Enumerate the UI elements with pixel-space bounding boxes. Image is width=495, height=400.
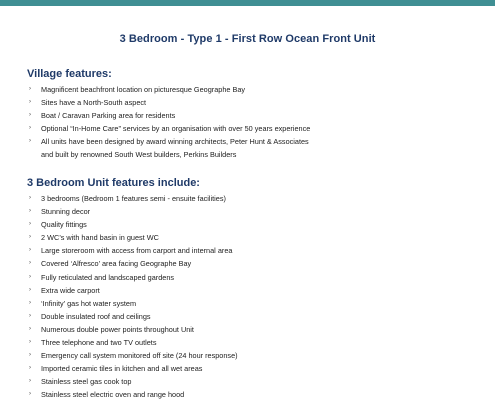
list-item	[27, 96, 477, 109]
list-item	[27, 257, 477, 270]
list-item	[27, 297, 477, 310]
list-item	[27, 323, 477, 336]
list-item	[27, 231, 477, 244]
bullet-icon: ›	[29, 208, 31, 215]
unit-features-heading: 3 Bedroom Unit features include:	[27, 177, 200, 189]
list-item-continuation	[27, 148, 477, 161]
village-features-list	[27, 83, 477, 162]
list-item	[27, 388, 477, 400]
list-item-text: ‘Infinity’ gas hot water system	[41, 298, 137, 308]
bullet-icon: ›	[29, 125, 31, 132]
bullet-icon: ›	[29, 138, 31, 145]
list-item	[27, 83, 477, 96]
list-item-text: Sites have a North-South aspect	[41, 98, 147, 108]
bullet-icon: ›	[29, 99, 31, 106]
list-item-text: Double insulated roof and ceilings	[41, 311, 151, 321]
bullet-icon: ›	[29, 312, 31, 319]
list-item	[27, 109, 477, 122]
list-item	[27, 205, 477, 218]
list-item	[27, 310, 477, 323]
list-item-text: Optional “In-Home Care” services by an organisation with over 50 years experience	[41, 124, 311, 134]
list-item-text: Stainless steel gas cook top	[41, 377, 132, 387]
list-item-text: Emergency call system monitored off site (24 hour response)	[41, 351, 238, 361]
bullet-icon: ›	[29, 273, 31, 280]
list-item	[27, 284, 477, 297]
list-item	[27, 271, 477, 284]
list-item	[27, 349, 477, 362]
bullet-icon: ›	[29, 247, 31, 254]
list-item-text: Numerous double power points throughout Unit	[41, 324, 194, 334]
list-item-text: Fully reticulated and landscaped gardens	[41, 272, 175, 282]
list-item-text: Large storeroom with access from carport and internal area	[41, 246, 233, 256]
list-item	[27, 336, 477, 349]
bullet-icon: ›	[29, 391, 31, 398]
bullet-icon: ›	[29, 325, 31, 332]
bullet-icon: ›	[29, 195, 31, 201]
list-item-text: Extra wide carport	[41, 285, 100, 295]
bullet-icon: ›	[29, 352, 31, 359]
village-features-section	[27, 67, 477, 162]
list-item	[27, 192, 477, 205]
list-item	[27, 122, 477, 135]
unit-features-section	[27, 176, 477, 400]
list-item	[27, 135, 477, 148]
bullet-icon: ›	[29, 299, 31, 306]
list-item-text: Three telephone and two TV outlets	[41, 338, 157, 348]
list-item-text: Covered ‘Alfresco’ area facing Geographe Bay	[41, 259, 192, 269]
bullet-icon: ›	[29, 112, 31, 119]
bullet-icon: ›	[29, 260, 31, 267]
list-item-text: 3 bedrooms (Bedroom 1 features semi - ensuite facilities)	[41, 194, 226, 203]
list-item	[27, 362, 477, 375]
bullet-icon: ›	[29, 378, 31, 385]
list-item	[27, 375, 477, 388]
list-item	[27, 244, 477, 257]
list-item-text: 2 WC’s with hand basin in guest WC	[41, 233, 159, 243]
bullet-icon: ›	[29, 286, 31, 293]
list-item-text: All units have been designed by award winning architects, Peter Hunt & Associates	[41, 137, 309, 147]
top-accent-bar	[0, 0, 495, 6]
list-item-text: Stunning decor	[41, 207, 91, 217]
bullet-icon: ›	[29, 234, 31, 241]
list-item-text: Quality fittings	[41, 220, 87, 230]
document-title: 3 Bedroom - Type 1 - First Row Ocean Front Unit	[119, 33, 376, 45]
unit-features-list	[27, 192, 477, 400]
list-item-text: Stainless steel electric oven and range hood	[41, 390, 185, 400]
bullet-icon: ›	[29, 339, 31, 346]
list-item	[27, 218, 477, 231]
list-item-text: and built by renowned South West builders, Perkins Builders	[41, 150, 237, 160]
list-item-text: Imported ceramic tiles in kitchen and all wet areas	[41, 364, 203, 374]
list-item-text: Magnificent beachfront location on picturesque Geographe Bay	[41, 85, 246, 94]
village-features-heading: Village features:	[27, 68, 112, 80]
bullet-icon: ›	[29, 221, 31, 228]
bullet-icon: ›	[29, 365, 31, 372]
bullet-icon: ›	[29, 86, 31, 92]
list-item-text: Boat / Caravan Parking area for residents	[41, 111, 176, 121]
